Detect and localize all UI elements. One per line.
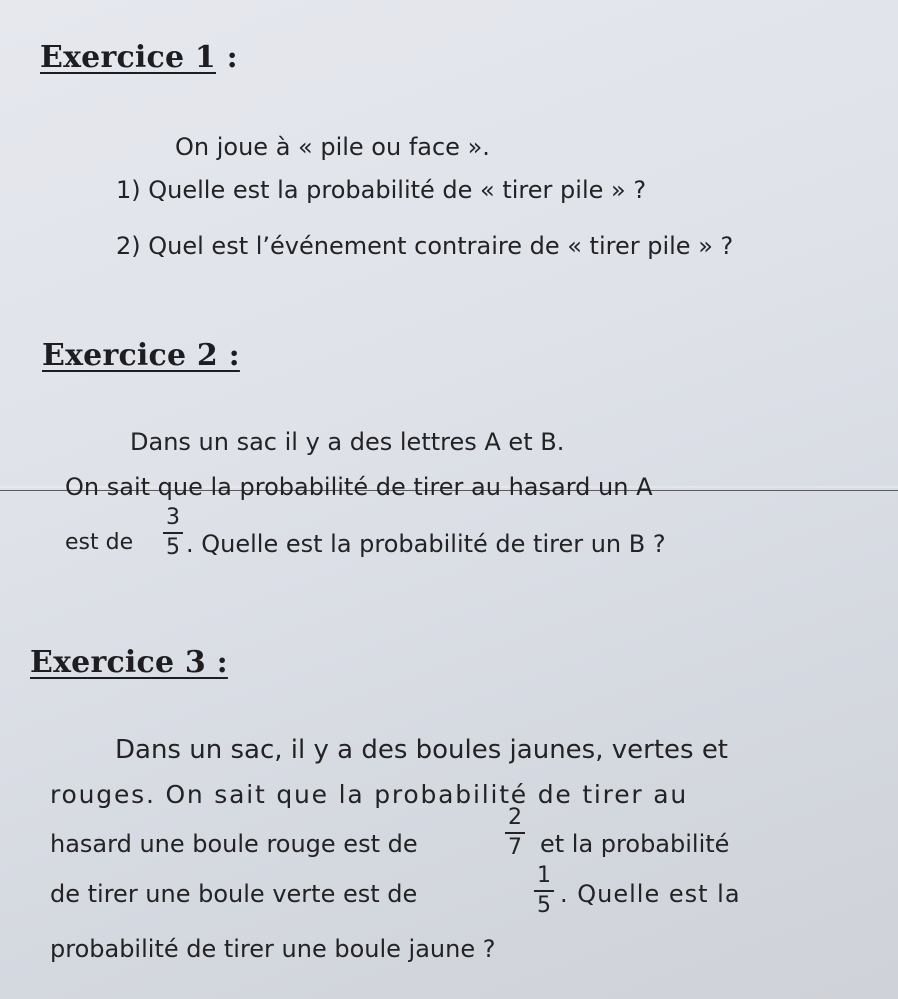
- fraction-numerator: 1: [537, 863, 551, 888]
- exercice-1-intro: On joue à « pile ou face ».: [175, 133, 490, 161]
- exercice-1-question-2: 2) Quel est l’événement contraire de « tirer pile » ?: [116, 232, 734, 260]
- fraction-bar: [534, 890, 554, 892]
- exercice-2-line-1: Dans un sac il y a des lettres A et B.: [130, 428, 565, 456]
- exercice-2-line-3-start: est de: [65, 530, 134, 555]
- exercice-3-fraction-verte: [531, 864, 557, 918]
- fraction-denominator: 7: [508, 835, 522, 860]
- exercice-3-line-4-end: . Quelle est la: [560, 880, 741, 908]
- fraction-bar: [163, 532, 183, 534]
- exercice-3-line-1: Dans un sac, il y a des boules jaunes, vertes et: [115, 735, 729, 765]
- exercice-2-title: Exercice 2 :: [42, 338, 240, 373]
- exercice-3-fraction-rouge: [502, 806, 528, 860]
- exercice-3-line-3-start: hasard une boule rouge est de: [50, 830, 418, 858]
- exercice-3-line-4-start: de tirer une boule verte est de: [50, 880, 418, 908]
- fraction-bar: [505, 832, 525, 834]
- fraction-denominator: 5: [537, 893, 551, 918]
- fraction-denominator: 5: [166, 535, 180, 560]
- exercice-3-title: Exercice 3 :: [30, 645, 228, 680]
- exercice-3-line-5: probabilité de tirer une boule jaune ?: [50, 935, 496, 963]
- exercice-1-question-1: 1) Quelle est la probabilité de « tirer pile » ?: [116, 176, 647, 204]
- fraction-numerator: 2: [508, 805, 522, 830]
- fraction-numerator: 3: [166, 505, 180, 530]
- exercice-2-line-2: On sait que la probabilité de tirer au hasard un A: [65, 473, 653, 501]
- exercice-2-line-3-end: . Quelle est la probabilité de tirer un B ?: [186, 530, 666, 558]
- exercice-3-line-3-end: et la probabilité: [540, 830, 730, 858]
- exercice-2-fraction: [160, 506, 186, 560]
- exercice-1-title: Exercice 1 :: [40, 40, 238, 75]
- exercice-3-line-2: rouges. On sait que la probabilité de tirer au: [50, 780, 688, 809]
